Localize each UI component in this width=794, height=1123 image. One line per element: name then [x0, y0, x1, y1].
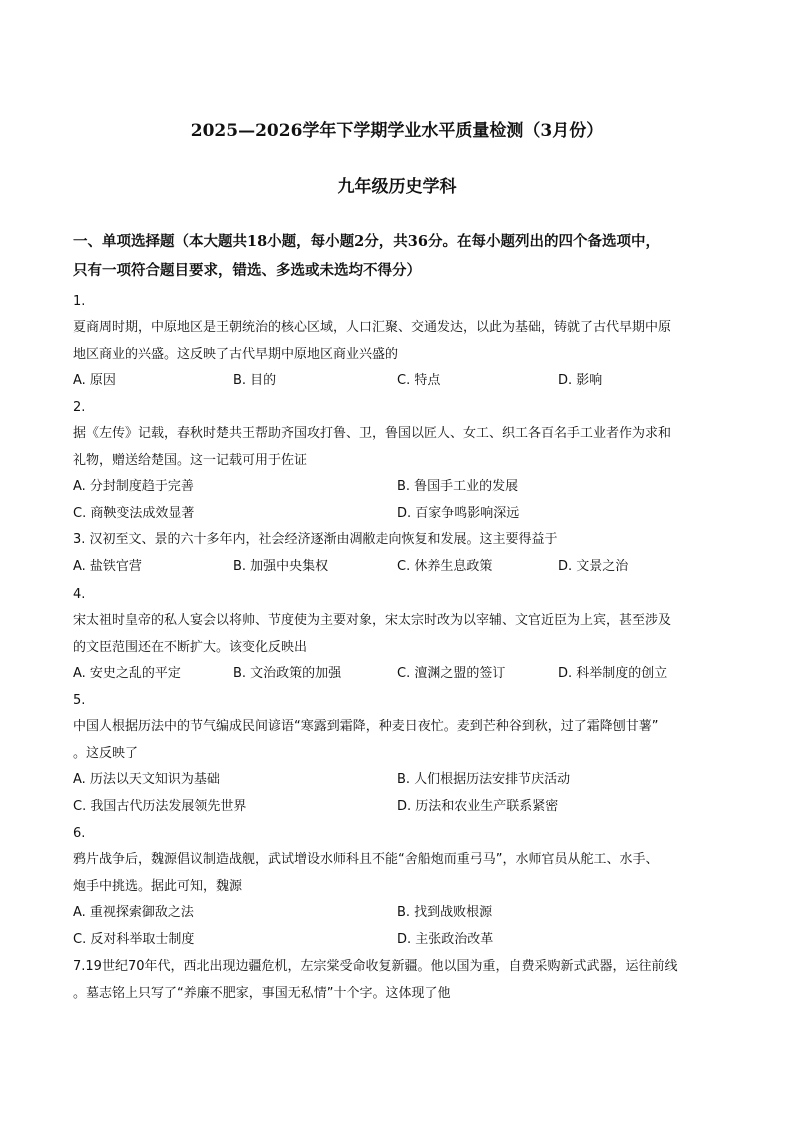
option-b[interactable]: B. 目的: [233, 373, 277, 388]
question-number: 4.: [73, 587, 86, 602]
option-b[interactable]: B. 人们根据历法安排节庆活动: [397, 772, 571, 787]
question-1: [73, 288, 723, 395]
question-number: 5.: [73, 693, 86, 708]
options-row: [73, 767, 723, 794]
question-text: 据《左传》记载，春秋时楚共王帮助齐国攻打鲁、卫，鲁国以匠人、女工、织工各百名手工业者作为求和: [73, 426, 672, 441]
option-d[interactable]: D. 文景之治: [558, 558, 629, 574]
question-text: 的文臣范围还在不断扩大。该变化反映出: [73, 639, 308, 655]
question-number: 6.: [73, 826, 86, 841]
exam-subject: 九年级历史学科: [337, 177, 457, 197]
exam-title: 2025—2026学年下学期学业水平质量检测（3月份）: [190, 121, 604, 141]
option-b[interactable]: B. 找到战败根源: [397, 905, 493, 920]
option-d[interactable]: D. 科举制度的创立: [558, 666, 668, 681]
option-c[interactable]: C. 商鞅变法成效显著: [73, 506, 195, 521]
question-4: [73, 581, 723, 688]
options-row: [73, 900, 723, 927]
section-line: 只有一项符合题目要求，错选、多选或未选均不得分）: [73, 262, 421, 279]
question-6: [73, 820, 723, 954]
option-c[interactable]: C. 我国古代历法发展领先世界: [73, 799, 247, 814]
question-text: 。这反映了: [73, 745, 139, 761]
question-7: [73, 954, 723, 1007]
option-d[interactable]: D. 历法和农业生产联系紧密: [397, 799, 559, 814]
option-d[interactable]: D. 百家争鸣影响深远: [397, 506, 520, 521]
question-text: 中国人根据历法中的节气编成民间谚语“寒露到霜降，种麦日夜忙。麦到芒种谷到秋，过了霜降刨甘薯”: [73, 719, 659, 734]
question-text: 夏商周时期，中原地区是王朝统治的核心区域，人口汇聚、交通发达，以此为基础，铸就了古代早期中原: [73, 320, 672, 335]
question-3: [73, 527, 723, 581]
options-row: [73, 368, 723, 395]
option-b[interactable]: B. 鲁国手工业的发展: [397, 479, 519, 494]
question-text: 7.19世纪70年代，西北出现边疆危机，左宗棠受命收复新疆。他以国为重，自费采购新式武器，运往前线: [73, 959, 678, 974]
options-row: [73, 794, 723, 821]
section-line: 一、单项选择题（本大题共18小题，每小题2分，共36分。在每小题列出的四个备选项中，: [73, 233, 660, 250]
option-a[interactable]: A. 分封制度趋于完善: [73, 479, 194, 494]
options-row: [73, 927, 723, 954]
question-5: [73, 687, 723, 821]
options-row: [73, 474, 723, 501]
question-text: 地区商业的兴盛。这反映了古代早期中原地区商业兴盛的: [73, 346, 399, 362]
question-text: 鸦片战争后，魏源倡议制造战舰，武试增设水师科且不能“舍船炮而重弓马”，水师官员从舵工、水手、: [73, 852, 659, 867]
question-text: 。墓志铭上只写了“养廉不肥家，事国无私情”十个字。这体现了他: [73, 985, 451, 1001]
section-heading: [73, 227, 723, 285]
option-c[interactable]: C. 反对科举取士制度: [73, 932, 195, 947]
option-a[interactable]: A. 原因: [73, 373, 116, 388]
options-row: [73, 661, 723, 688]
option-c[interactable]: C. 澶渊之盟的签订: [397, 666, 506, 681]
question-text: 礼物，赠送给楚国。这一记载可用于佐证: [73, 452, 308, 468]
option-a[interactable]: A. 重视探索御敌之法: [73, 905, 194, 920]
options-row: [73, 554, 723, 581]
question-number: 1.: [73, 294, 86, 309]
question-number: 2.: [73, 400, 86, 415]
option-a[interactable]: A. 安史之乱的平定: [73, 666, 181, 681]
option-d[interactable]: D. 主张政治改革: [397, 932, 494, 947]
question-2: [73, 394, 723, 528]
question-text: 炮手中挑选。据此可知，魏源: [73, 878, 243, 894]
question-text: 宋太祖时皇帝的私人宴会以将帅、节度使为主要对象，宋太宗时改为以宰辅、文官近臣为上宾，甚至涉及: [73, 613, 672, 628]
option-a[interactable]: A. 历法以天文知识为基础: [73, 772, 220, 787]
option-b[interactable]: B. 加强中央集权: [233, 558, 329, 574]
option-d[interactable]: D. 影响: [558, 373, 603, 388]
option-c[interactable]: C. 特点: [397, 373, 441, 388]
option-b[interactable]: B. 文治政策的加强: [233, 666, 342, 681]
option-a[interactable]: A. 盐铁官营: [73, 558, 142, 574]
options-row: [73, 501, 723, 528]
question-text: 3. 汉初至文、景的六十多年内，社会经济逐渐由凋敝走向恢复和发展。这主要得益于: [73, 532, 558, 547]
option-c[interactable]: C. 休养生息政策: [397, 558, 493, 574]
